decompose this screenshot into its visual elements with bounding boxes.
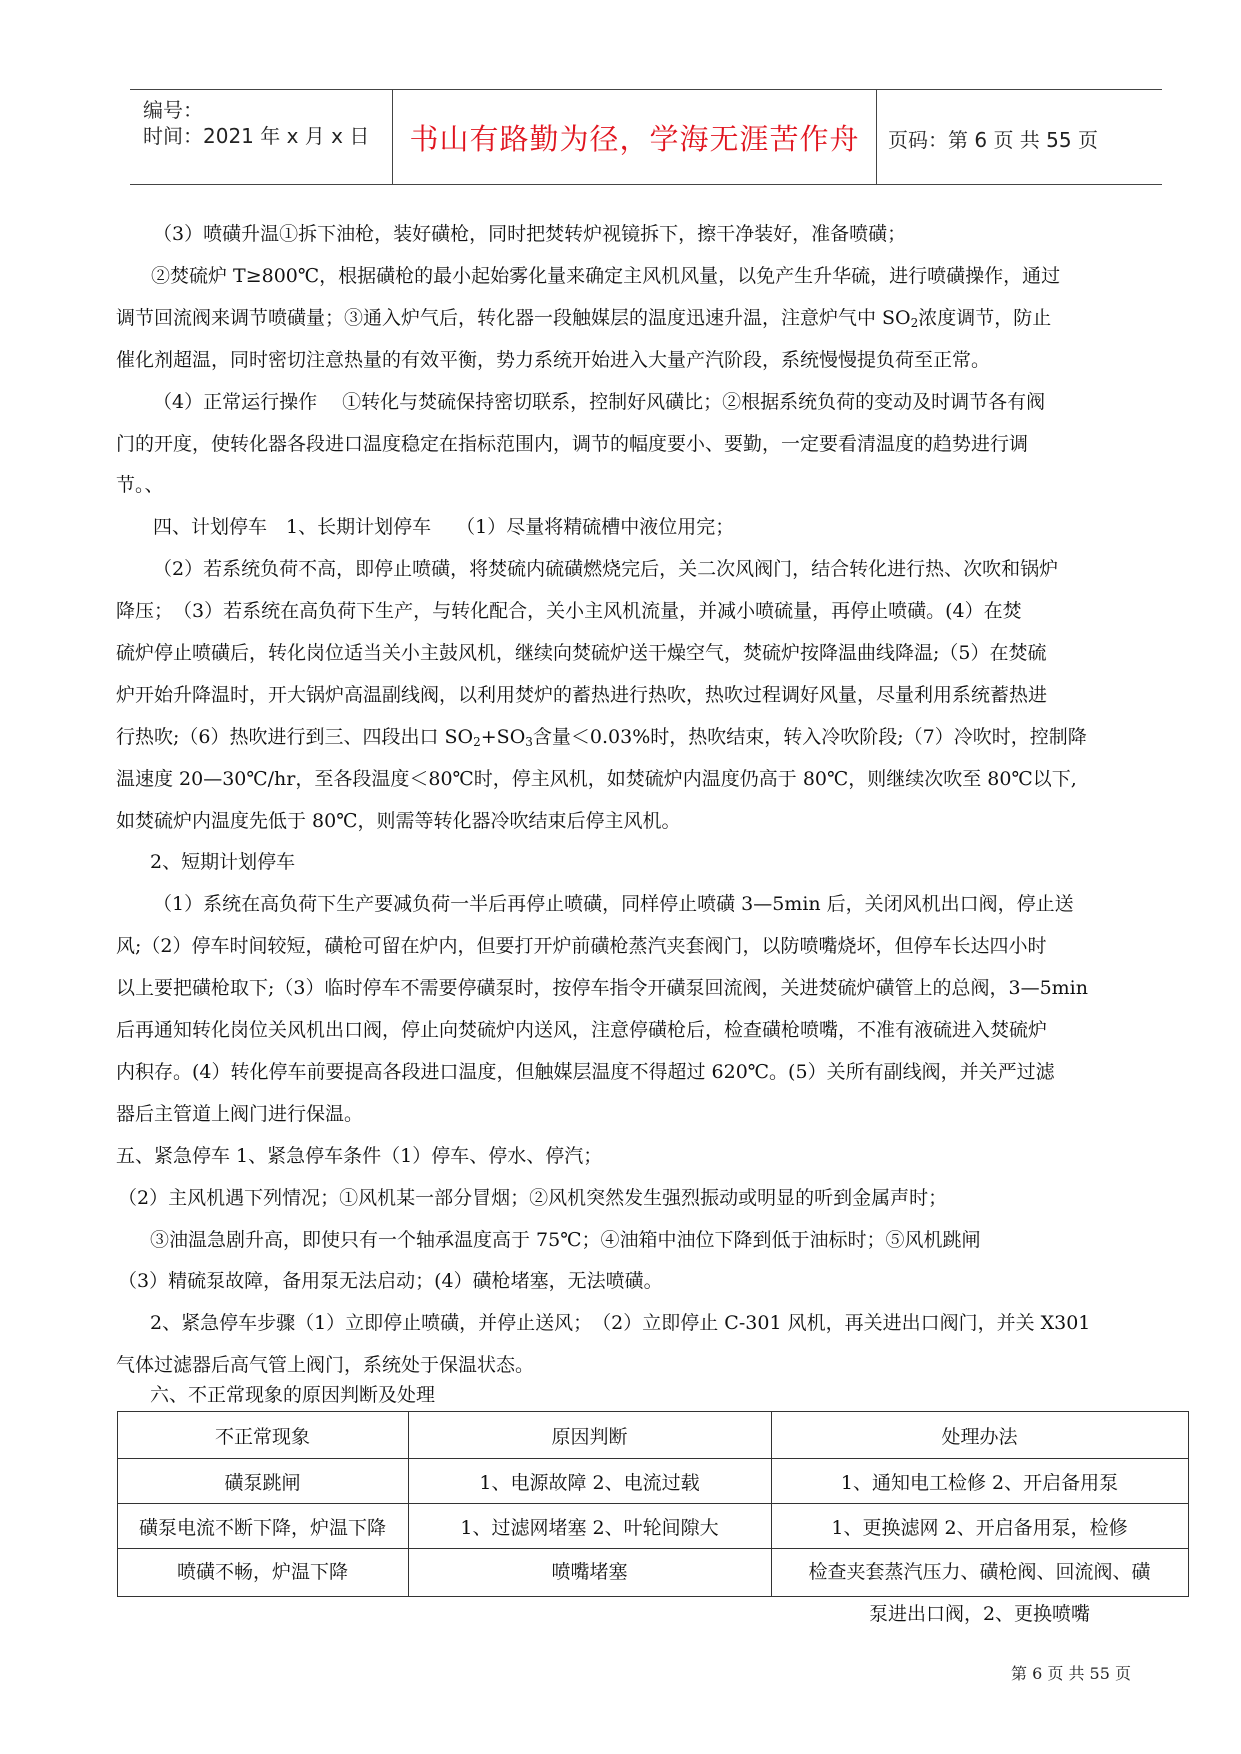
table-cell: 1、通知电工检修 2、开启备用泵	[840, 1472, 1119, 1494]
page-code: 页码：第 6 页 共 55 页	[888, 128, 1098, 152]
paragraph-line: （3）精硫泵故障，备用泵无法启动；(4）磺枪堵塞，无法喷磺。	[118, 1270, 663, 1292]
paragraph-line: 后再通知转化岗位关风机出口阀，停止向焚硫炉内送风，注意停磺枪后，检查磺枪喷嘴，不准有液硫进入焚硫炉	[116, 1019, 1048, 1041]
section-heading: 2、短期计划停车	[150, 851, 296, 873]
paragraph-line: 如焚硫炉内温度先低于 80℃，则需等转化器冷吹结束后停主风机。	[116, 810, 681, 832]
header-page-cell	[876, 90, 1162, 184]
fault-table	[117, 1411, 1189, 1597]
paragraph-line: 行热吹;（6）热吹进行到三、四段出口 $SO_2+SO_3$含量＜0.03%时，热吹结束，转入冷吹阶段;（7）冷吹时，控制降	[116, 726, 1087, 749]
section-heading: 五、紧急停车 1、紧急停车条件（1）停车、停水、停汽；	[116, 1145, 603, 1167]
paragraph-line: （2）主风机遇下列情况；①风机某一部分冒烟；②风机突然发生强烈振动或明显的听到金属声时；	[118, 1187, 948, 1209]
paragraph-line: 节。、	[116, 474, 164, 496]
time-label: 时间：2021 年 x 月 x 日	[143, 124, 370, 148]
table-rule	[117, 1548, 1189, 1549]
table-rule	[117, 1411, 1189, 1412]
paragraph-line: 风;（2）停车时间较短，磺枪可留在炉内，但要打开炉前磺枪蒸汽夹套阀门，以防喷嘴烧坏，但停车长达四小时	[116, 935, 1047, 957]
table-header-action: 处理办法	[941, 1426, 1018, 1448]
paragraph-line: 门的开度，使转化器各段进口温度稳定在指标范围内，调节的幅度要小、要勤，一定要看清温度的趋势进行调	[116, 433, 1029, 455]
paragraph-line: 以上要把磺枪取下;（3）临时停车不需要停磺泵时，按停车指令开磺泵回流阀，关进焚硫炉磺管上的总阀，3—5min	[116, 977, 1088, 999]
table-rule	[117, 1458, 1189, 1459]
table-cell: 磺泵跳闸	[224, 1472, 301, 1494]
document-header	[130, 89, 1162, 185]
motto: 书山有路勤为径，学海无涯苦作舟	[409, 122, 860, 156]
table-cell: 1、过滤网堵塞 2、叶轮间隙大	[460, 1517, 719, 1539]
table-cell: 喷嘴堵塞	[551, 1561, 628, 1583]
table-cell: 喷磺不畅，炉温下降	[176, 1561, 348, 1583]
table-rule	[1188, 1411, 1189, 1597]
section-heading: 六、不正常现象的原因判断及处理	[150, 1384, 436, 1406]
table-header-phenomenon: 不正常现象	[214, 1426, 310, 1448]
table-rule	[117, 1596, 1189, 1597]
paragraph-line: 降压； （3）若系统在高负荷下生产，与转化配合，关小主风机流量，并减小喷硫量，再停止喷磺。(4）在焚	[116, 600, 1022, 622]
paragraph-line: 气体过滤器后高气管上阀门，系统处于保温状态。	[116, 1354, 535, 1376]
paragraph-line: （3）喷磺升温①拆下油枪，装好磺枪，同时把焚转炉视镜拆下，擦干净装好，准备喷磺；	[153, 223, 907, 245]
header-meta	[130, 90, 392, 184]
paragraph-line: （2）若系统负荷不高，即停止喷磺，将焚硫内硫磺燃烧完后，关二次风阀门，结合转化进行热、次吹和锅炉	[153, 558, 1059, 580]
paragraph-line: （4）正常运行操作 ①转化与焚硫保持密切联系，控制好风磺比；②根据系统负荷的变动及时调节各有阀	[153, 391, 1046, 413]
section-heading: 四、计划停车 1、长期计划停车 （1）尽量将精硫槽中液位用完；	[153, 516, 735, 538]
paragraph-line: 温速度 20—30℃/hr，至各段温度＜80℃时，停主风机，如焚硫炉内温度仍高于 80℃，则继续次吹至 80℃以下,	[116, 768, 1077, 790]
paragraph-line: 催化剂超温，同时密切注意热量的有效平衡，势力系统开始进入大量产汽阶段，系统慢慢提负荷至正常。	[116, 349, 991, 371]
serial-label: 编号：	[143, 98, 203, 122]
table-rule	[117, 1503, 1189, 1504]
paragraph-line: ②焚硫炉 T≥800℃，根据磺枪的最小起始雾化量来确定主风机风量，以免产生升华硫，进行喷磺操作，通过	[151, 265, 1061, 287]
paragraph-line: ③油温急剧升高，即使只有一个轴承温度高于 75℃；④油箱中油位下降到低于油标时；⑤风机跳闸	[150, 1229, 981, 1251]
paragraph-line: 调节回流阀来调节喷磺量；③通入炉气后，转化器一段触媒层的温度迅速升温，注意炉气中 $SO_2$浓度调节，防止	[116, 307, 1052, 330]
table-header-cause: 原因判断	[551, 1426, 628, 1448]
page-footer: 第 6 页 共 55 页	[1011, 1664, 1131, 1683]
paragraph-line: 器后主管道上阀门进行保温。	[116, 1103, 364, 1125]
table-cell: 1、电源故障 2、电流过载	[479, 1472, 700, 1494]
paragraph-line: 硫炉停止喷磺后，转化岗位适当关小主鼓风机，继续向焚硫炉送干燥空气，焚硫炉按降温曲线降温;（5）在焚硫	[116, 642, 1047, 664]
table-cell: 检查夹套蒸汽压力、磺枪阀、回流阀、磺	[808, 1561, 1151, 1583]
paragraph-line: 内积存。(4）转化停车前要提高各段进口温度，但触媒层温度不得超过 620℃。(5）关所有副线阀，并关严过滤	[116, 1061, 1055, 1083]
table-cell-continuation: 泵进出口阀，2、更换喷嘴	[868, 1603, 1091, 1625]
table-cell: 磺泵电流不断下降，炉温下降	[138, 1517, 386, 1539]
paragraph-line: （1）系统在高负荷下生产要减负荷一半后再停止喷磺，同样停止喷磺 3—5min 后，关闭风机出口阀，停止送	[153, 893, 1074, 915]
header-motto-cell	[392, 90, 877, 184]
paragraph-line: 炉开始升降温时，开大锅炉高温副线阀，以利用焚炉的蓄热进行热吹，热吹过程调好风量，尽量利用系统蓄热进	[116, 684, 1048, 706]
table-cell: 1、更换滤网 2、开启备用泵，检修	[831, 1517, 1128, 1539]
paragraph-line: 2、紧急停车步骤（1）立即停止喷磺，并停止送风； （2）立即停止 C-301 风机，再关进出口阀门，并关 X301	[150, 1312, 1091, 1334]
